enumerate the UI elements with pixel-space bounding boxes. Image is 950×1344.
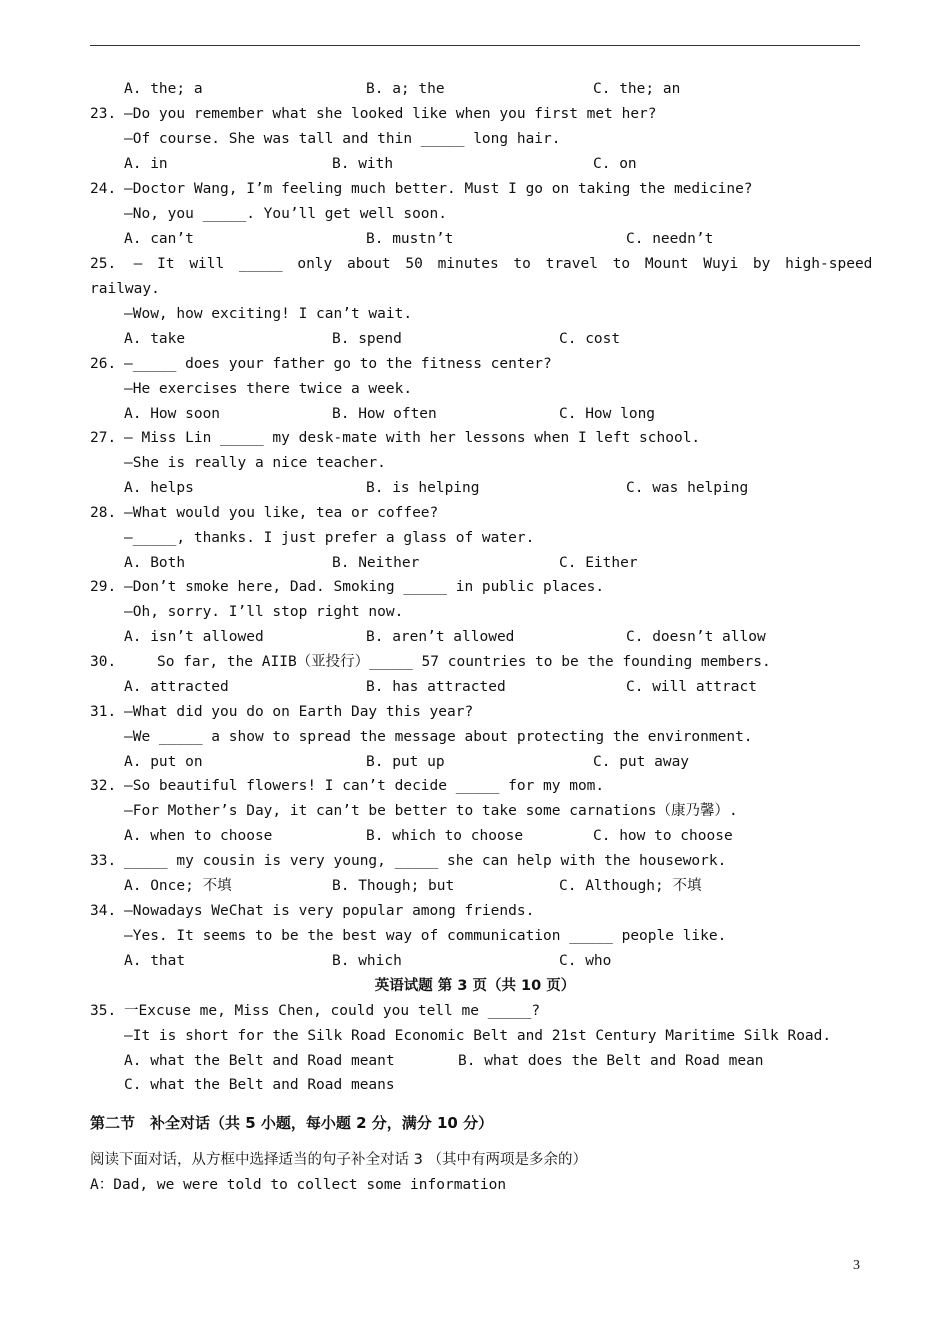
answer-line: —Of course. She was tall and thin _____ long hair. (124, 131, 561, 147)
page-number: 3 (853, 1258, 860, 1273)
question-line: — Miss Lin _____ my desk-mate with her lessons when I left school. (124, 430, 701, 446)
option-a: A. can’t (124, 231, 194, 247)
question-line-continued: railway. (90, 281, 160, 297)
question-line: —So beautiful flowers! I can’t decide _____ for my mom. (124, 778, 605, 794)
option-c: C. was helping (626, 480, 749, 496)
answer-line: —No, you _____. You’ll get well soon. (124, 206, 448, 222)
option-b: B. is helping (366, 480, 480, 496)
question-number: 35. (90, 1003, 117, 1019)
option-c: C. on (593, 156, 637, 172)
option-a: A. Both (124, 555, 186, 571)
answer-line: —We _____ a show to spread the message about protecting the environment. (124, 729, 753, 745)
question-number: 29. (90, 579, 117, 595)
question-number: 24. (90, 181, 117, 197)
answer-line: —Yes. It seems to be the best way of communication _____ people like. (124, 928, 727, 944)
answer-line: —Wow, how exciting! I can’t wait. (124, 306, 413, 322)
option-a: A. the; a (124, 81, 203, 97)
question-number: 23. (90, 106, 117, 122)
answer-line: —For Mother’s Day, it can’t be better to take some carnations（康乃馨）. (124, 803, 738, 819)
question-number: 26. (90, 356, 117, 372)
option-b: B. a; the (366, 81, 445, 97)
answer-line: —It is short for the Silk Road Economic Belt and 21st Century Maritime Silk Road. (124, 1028, 832, 1044)
question-number: 34. (90, 903, 117, 919)
option-b: B. aren’t allowed (366, 629, 515, 645)
option-b: B. How often (332, 406, 437, 422)
answer-line: —He exercises there twice a week. (124, 381, 413, 397)
question-number: 30. (90, 654, 117, 670)
answer-line: —Oh, sorry. I’ll stop right now. (124, 604, 404, 620)
header-rule (90, 45, 860, 46)
question-number: 28. (90, 505, 117, 521)
option-b: B. has attracted (366, 679, 506, 695)
section-instruction: 阅读下面对话，从方框中选择适当的句子补全对话 3 （其中有两项是多余的） (90, 1152, 587, 1168)
option-c: C. will attract (626, 679, 757, 695)
option-a: A. in (124, 156, 168, 172)
answer-line: —_____, thanks. I just prefer a glass of water. (124, 530, 535, 546)
option-c: C. cost (559, 331, 621, 347)
option-c: C. needn’t (626, 231, 714, 247)
option-b: B. which (332, 953, 402, 969)
question-line: _____ my cousin is very young, _____ she can help with the housework. (124, 853, 727, 869)
option-b: B. spend (332, 331, 402, 347)
question-line: —Do you remember what she looked like when you first met her? (124, 106, 657, 122)
question-line: —Don’t smoke here, Dad. Smoking _____ in public places. (124, 579, 605, 595)
option-b: B. Though; but (332, 878, 455, 894)
dialog-line-a: A：Dad, we were told to collect some information (90, 1177, 507, 1193)
question-line: 25. — It will _____ only about 50 minutes to travel to Mount Wuyi by high-speed (90, 256, 873, 272)
question-line: —What would you like, tea or coffee? (124, 505, 439, 521)
question-number: 27. (90, 430, 117, 446)
option-a: A. that (124, 953, 186, 969)
option-b: B. what does the Belt and Road mean (458, 1053, 764, 1069)
option-c: C. Although; 不填 (559, 878, 702, 894)
option-a: A. when to choose (124, 828, 273, 844)
option-b: B. with (332, 156, 394, 172)
question-line: —What did you do on Earth Day this year? (124, 704, 474, 720)
option-a: A. Once; 不填 (124, 878, 232, 894)
question-number: 31. (90, 704, 117, 720)
option-a: A. put on (124, 754, 203, 770)
option-a: A. take (124, 331, 186, 347)
option-c: C. how to choose (593, 828, 733, 844)
option-c: C. put away (593, 754, 690, 770)
option-c: C. doesn’t allow (626, 629, 766, 645)
option-b: B. Neither (332, 555, 420, 571)
option-b: B. put up (366, 754, 445, 770)
option-a: A. attracted (124, 679, 229, 695)
question-number: 33. (90, 853, 117, 869)
option-b: B. which to choose (366, 828, 524, 844)
option-a: A. what the Belt and Road meant (124, 1053, 395, 1069)
option-c: C. Either (559, 555, 638, 571)
question-line: —Doctor Wang, I’m feeling much better. Must I go on taking the medicine? (124, 181, 753, 197)
option-a: A. isn’t allowed (124, 629, 264, 645)
option-a: A. helps (124, 480, 194, 496)
option-c: C. How long (559, 406, 656, 422)
option-c: C. the; an (593, 81, 681, 97)
page-footer-label: 英语试题 第 3 页（共 10 页） (374, 978, 576, 994)
option-c: C. who (559, 953, 612, 969)
option-c: C. what the Belt and Road means (124, 1077, 395, 1093)
question-line: So far, the AIIB（亚投行）_____ 57 countries to be the founding members. (157, 654, 771, 670)
option-a: A. How soon (124, 406, 221, 422)
answer-line: —She is really a nice teacher. (124, 455, 386, 471)
question-line: —Nowadays WeChat is very popular among friends. (124, 903, 535, 919)
question-number: 32. (90, 778, 117, 794)
question-line: —_____ does your father go to the fitness center? (124, 356, 552, 372)
question-line: 一Excuse me, Miss Chen, could you tell me _____? (124, 1003, 541, 1019)
option-b: B. mustn’t (366, 231, 454, 247)
section-title: 第二节 补全对话（共 5 小题，每小题 2 分，满分 10 分） (90, 1114, 494, 1132)
question-number: 25. (90, 256, 117, 272)
